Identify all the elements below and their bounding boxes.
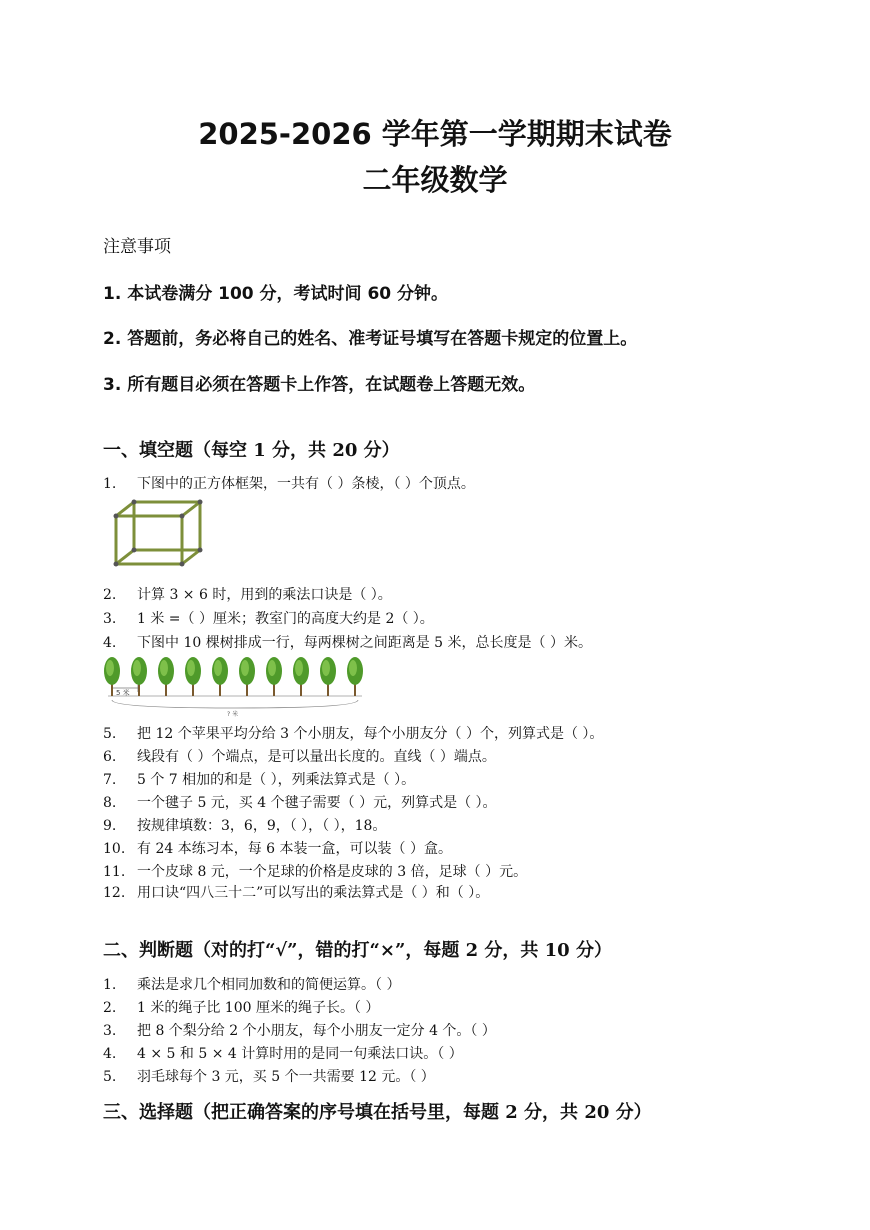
- question-text: 把 12 个苹果平均分给 3 个小朋友，每个小朋友分（ ）个，列算式是（ ）。: [137, 726, 604, 742]
- question-number: 7.: [103, 772, 117, 788]
- tree-icon: [131, 657, 147, 696]
- judge-question-3: [103, 1020, 496, 1040]
- question-text: 羽毛球每个 3 元，买 5 个一共需要 12 元。（ ）: [137, 1069, 435, 1085]
- question-text: 一个毽子 5 元，买 4 个毽子需要（ ）元，列算式是（ ）。: [137, 795, 497, 811]
- question-text: 按规律填数：3，6，9，（ ），（ ），18。: [137, 818, 387, 834]
- question-text: 一个皮球 8 元，一个足球的价格是皮球的 3 倍，足球（ ）元。: [137, 864, 528, 880]
- cube-frame-image: [110, 498, 210, 572]
- exam-title: 2025-2026 学年第一学期期末试卷: [198, 117, 672, 151]
- question-text: 下图中 10 棵树排成一行，每两棵树之间距离是 5 米，总长度是（ ）米。: [137, 635, 592, 651]
- question-5: [103, 723, 603, 743]
- question-number: 9.: [103, 818, 117, 834]
- question-text: 把 8 个梨分给 2 个小朋友，每个小朋友一定分 4 个。（ ）: [137, 1023, 496, 1039]
- question-text: 1 米的绳子比 100 厘米的绳子长。（ ）: [137, 1000, 380, 1016]
- tree-icon: [239, 657, 255, 696]
- question-number: 8.: [103, 795, 117, 811]
- tree-icon: [266, 657, 282, 696]
- question-number: 5.: [103, 726, 117, 742]
- question-number: 4.: [103, 635, 117, 651]
- tree-icon: [293, 657, 309, 696]
- question-number: 3.: [103, 611, 117, 627]
- notice-item: 1. 本试卷满分 100 分，考试时间 60 分钟。: [103, 284, 449, 304]
- trees-row-image: [100, 656, 370, 718]
- question-number: 10.: [103, 841, 126, 857]
- question-text: 1 米 =（ ）厘米；教室门的高度大约是 2（ ）。: [137, 611, 434, 627]
- judge-question-4: [103, 1043, 463, 1063]
- question-9: [103, 815, 386, 835]
- question-12: [103, 882, 803, 905]
- tree-icon: [185, 657, 201, 696]
- question-number: 4.: [103, 1046, 117, 1062]
- question-10: [103, 838, 452, 858]
- question-text: 用口诀“四八三十二”可以写出的乘法算式是（ ）和（ ）。: [137, 885, 490, 901]
- question-text: 5 个 7 相加的和是（ ），列乘法算式是（ ）。: [137, 772, 416, 788]
- section-heading-true-false: 二、判断题（对的打“√”，错的打“×”，每题 2 分，共 10 分）: [103, 940, 612, 961]
- question-3: [103, 608, 434, 628]
- total-label: ? 米: [227, 711, 239, 718]
- exam-subtitle: 二年级数学: [362, 163, 508, 197]
- judge-question-2: [103, 997, 379, 1017]
- section-heading-fill-blank: 一、填空题（每空 1 分，共 20 分）: [103, 440, 400, 461]
- tree-icon: [347, 657, 363, 696]
- judge-question-1: [103, 974, 400, 994]
- question-7: [103, 769, 415, 789]
- question-2: [103, 584, 392, 604]
- segment-label: 5 米: [116, 689, 130, 697]
- question-4: [103, 632, 592, 652]
- question-number: 1.: [103, 476, 117, 492]
- section-heading-multiple-choice: 三、选择题（把正确答案的序号填在括号里，每题 2 分，共 20 分）: [103, 1102, 652, 1123]
- question-11: [103, 861, 527, 881]
- question-1: [103, 473, 475, 493]
- tree-icon: [212, 657, 228, 696]
- question-number: 5.: [103, 1069, 117, 1085]
- notice-item: 2. 答题前，务必将自己的姓名、准考证号填写在答题卡规定的位置上。: [103, 329, 638, 349]
- tree-icon: [158, 657, 174, 696]
- question-number: 2.: [103, 1000, 117, 1016]
- question-text: 线段有（ ）个端点，是可以量出长度的。直线（ ）端点。: [137, 749, 496, 765]
- question-text: 下图中的正方体框架，一共有（ ）条棱，（ ）个顶点。: [137, 476, 475, 492]
- question-number: 3.: [103, 1023, 117, 1039]
- question-text: 4 × 5 和 5 × 4 计算时用的是同一句乘法口诀。（ ）: [137, 1046, 463, 1062]
- question-number: 2.: [103, 587, 117, 603]
- question-text: 有 24 本练习本，每 6 本装一盒，可以装（ ）盒。: [137, 841, 452, 857]
- question-6: [103, 746, 496, 766]
- question-number: 6.: [103, 749, 117, 765]
- tree-icon: [320, 657, 336, 696]
- notice-heading: 注意事项: [103, 237, 171, 257]
- question-text: 乘法是求几个相同加数和的简便运算。（ ）: [137, 977, 401, 993]
- question-number: 12.: [103, 885, 126, 901]
- question-number: 11.: [103, 864, 126, 880]
- question-text: 计算 3 × 6 时，用到的乘法口诀是（ ）。: [137, 587, 392, 603]
- judge-question-5: [103, 1066, 435, 1086]
- question-number: 1.: [103, 977, 117, 993]
- question-8: [103, 792, 497, 812]
- notice-item: 3. 所有题目必须在答题卡上作答，在试题卷上答题无效。: [103, 375, 536, 395]
